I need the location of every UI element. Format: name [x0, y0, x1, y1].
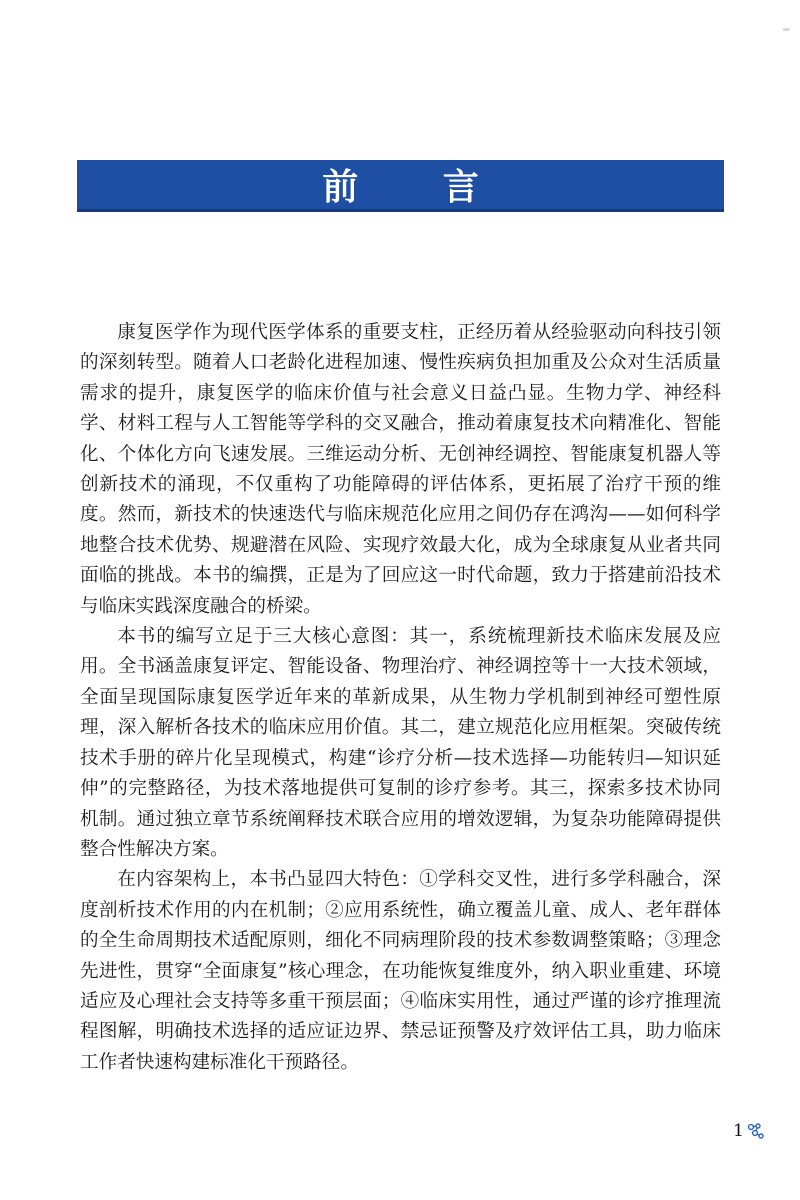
paragraph-2: 本书的编写立足于三大核心意图：其一，系统梳理新技术临床发展及应用。全书涵盖康复评定、智能设备、物理治疗、神经调控等十一大技术领域，全面呈现国际康复医学近年来的革新成果，从生物力学机制到神经可塑性原理，深入解析各技术的临床应用价值。其二，建立规范化应用框架。突破传统技术手册的碎片化呈现模式，构建“诊疗分析—技术选择—功能转归—知识延伸”的完整路径，为技术落地提供可复制的诊疗参考。其三，探索多技术协同机制。通过独立章节系统阐释技术联合应用的增效逻辑，为复杂功能障碍提供整合性解决方案。	[80, 626, 721, 860]
page-number: 1	[733, 1121, 744, 1141]
preface-body	[80, 318, 721, 1078]
scan-mark	[783, 28, 790, 31]
paragraph-1: 康复医学作为现代医学体系的重要支柱，正经历着从经验驱动向科技引领的深刻转型。随着人口老龄化进程加速、慢性疾病负担加重及公众对生活质量需求的提升，康复医学的临床价值与社会意义日益凸显。生物力学、神经科学、材料工程与人工智能等学科的交叉融合，推动着康复技术向精准化、智能化、个体化方向飞速发展。三维运动分析、无创神经调控、智能康复机器人等创新技术的涌现，不仅重构了功能障碍的评估体系，更拓展了治疗干预的维度。然而，新技术的快速迭代与临床规范化应用之间仍存在鸿沟——如何科学地整合技术优势、规避潜在风险、实现疗效最大化，成为全球康复从业者共同面临的挑战。本书的编撰，正是为了回应这一时代命题，致力于搭建前沿技术与临床实践深度融合的桥梁。	[80, 322, 721, 617]
page-footer	[733, 1121, 766, 1141]
paragraph-3: 在内容架构上，本书凸显四大特色：①学科交叉性，进行多学科融合，深度剖析技术作用的内在机制；②应用系统性，确立覆盖儿童、成人、老年群体的全生命周期技术适配原则，细化不同病理阶段的技术参数调整策略；③理念先进性，贯穿“全面康复”核心理念，在功能恢复维度外，纳入职业重建、环境适应及心理社会支持等多重干预层面；④临床实用性，通过严谨的诊疗推理流程图解，明确技术选择的适应证边界、禁忌证预警及疗效评估工具，助力临床工作者快速构建标准化干预路径。	[80, 869, 721, 1073]
title-banner	[77, 160, 724, 212]
page-title: 前 言	[322, 167, 515, 208]
molecule-icon	[746, 1122, 766, 1140]
